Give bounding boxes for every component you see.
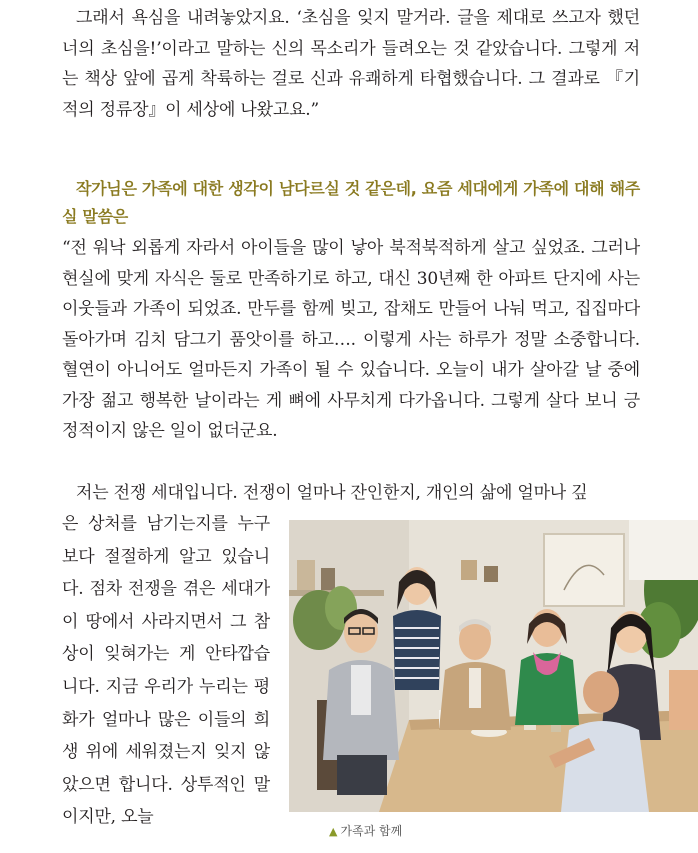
- caption-triangle-icon: ▲: [329, 825, 338, 838]
- family-photo-illustration: [289, 520, 698, 812]
- interview-question: 작가님은 가족에 대한 생각이 남다르실 것 같은데, 요즘 세대에게 가족에 대해 해주실 말씀은: [62, 179, 640, 226]
- answer-paragraph: “전 워낙 외롭게 자라서 아이들을 많이 낳아 북적북적하게 살고 싶었죠. 그러나 현실에 맞게 자식은 둘로 만족하기로 하고, 대신 30년째 한 아파트 단지에 사는 이웃들과 가족이 되었죠. 만두를 함께 빚고, 잡채도 만들어 나눠 먹고, 집집마다 돌아가며 김치 담그기 품앗이를 하고…. 이렇게 사는 하루가 정말 소중합니다. 혈연이 아니어도 얼마든지 가족이 될 수 있습니다. 오늘이 내가 살아갈 날 중에 가장 젊고 행복한 날이라는 게 뼈에 사무치게 다가옵니다. 그렇게 살다 보니 긍정적이지 않은 일이 없더군요.: [62, 238, 640, 441]
- family-photo: [289, 520, 698, 812]
- intro-paragraph: 그래서 욕심을 내려놓았지요. ‘초심을 잊지 말거라. 글을 제대로 쓰고자 했던 너의 초심을!’이라고 말하는 신의 목소리가 들려오는 것 같았습니다. 그렇게 저는 책상 앞에 곱게 착륙하는 걸로 신과 유쾌하게 타협했습니다. 그 결과로 『기적의 정류장』이 세상에 나왔고요.”: [62, 8, 640, 120]
- war-generation-paragraph-first-line: 저는 전쟁 세대입니다. 전쟁이 얼마나 잔인한지, 개인의 삶에 얼마나 깊: [76, 483, 588, 503]
- war-generation-paragraph-wrapped: 은 상처를 남기는지를 누구보다 절절하게 알고 있습니다. 점차 전쟁을 겪은 세대가 이 땅에서 사라지면서 그 참상이 잊혀가는 게 안타깝습니다. 지금 우리가 누리는 평화가 얼마나 많은 이들의 희생 위에 세워졌는지 잊지 않았으면 합니다. 상투적인 말이지만, 오늘: [62, 514, 270, 828]
- photo-caption: [329, 822, 402, 839]
- caption-text: 가족과 함께: [340, 824, 403, 838]
